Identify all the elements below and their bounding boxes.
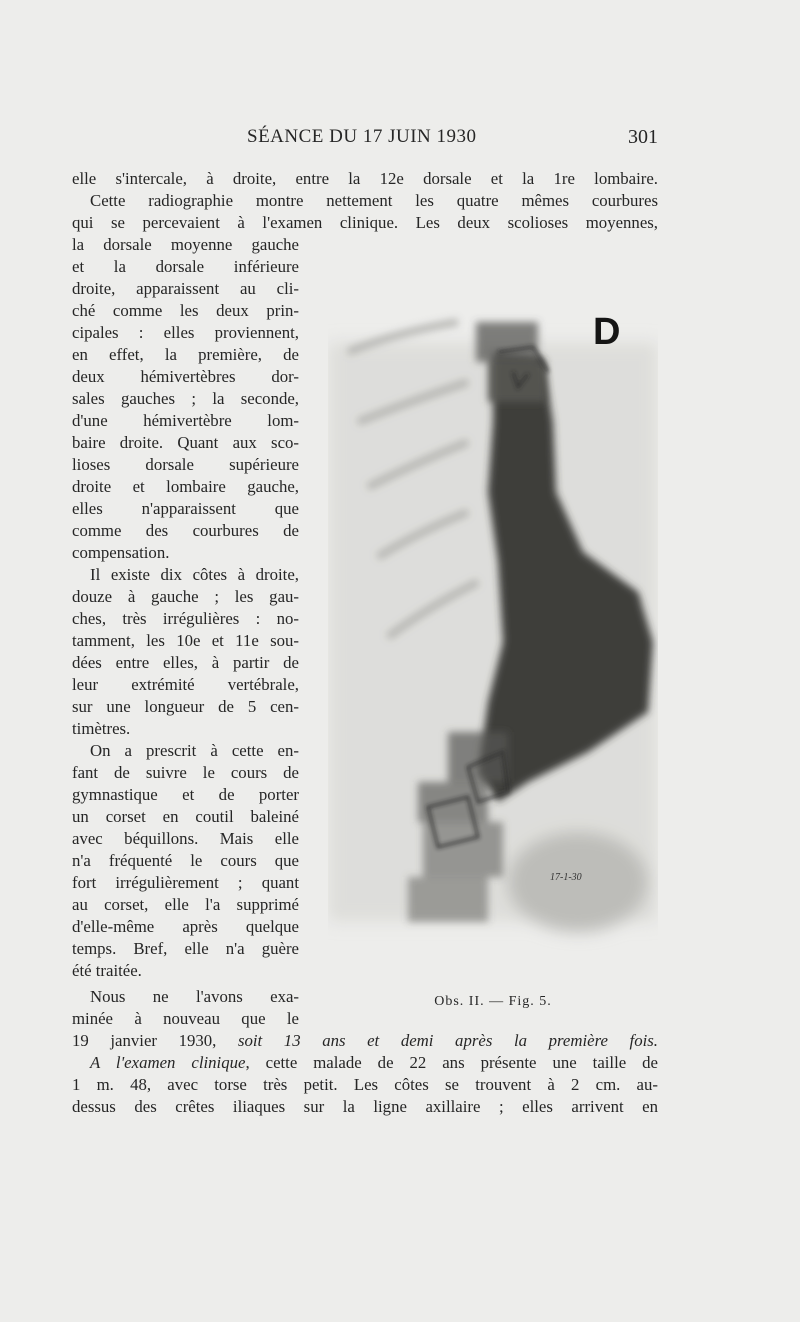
column-line: tamment, les 10e et 11e sou- [72,631,299,650]
date-text: 19 janvier 1930, [72,1031,238,1050]
running-title: SÉANCE DU 17 JUIN 1930 [247,126,477,147]
column-line: timètres. [72,719,131,738]
column-line: la dorsale moyenne gauche [72,235,299,254]
column-line: lioses dorsale supérieure [72,455,299,474]
column-line: ches, très irrégulières : no- [72,609,299,628]
radiograph-figure [328,262,658,974]
page-header [72,122,658,152]
side-marker: D [593,311,621,353]
text-line: Cette radiographie montre nettement les quatre mêmes courbures [90,191,658,210]
column-line: comme des courbures de [72,521,299,540]
text-line: elle s'intercale, à droite, entre la 12e dorsale et la 1re lombaire. [72,169,658,188]
text-line-mixed [72,1052,658,1074]
text-line-mixed [72,1030,658,1052]
column-line: en effet, la première, de [72,345,299,364]
text-line: 1 m. 48, avec torse très petit. Les côtes se trouvent à 2 cm. au- [72,1075,658,1094]
italic-text: soit 13 ans et demi après la première fois. [237,1031,658,1050]
column-line: et la dorsale inférieure [72,257,299,276]
page-number: 301 [628,126,658,148]
column-line: dées entre elles, à partir de [72,653,299,672]
column-line: fant de suivre le cours de [72,763,299,782]
column-line: n'a fréquenté le cours que [72,851,299,870]
column-line: leur extrémité vertébrale, [72,675,299,694]
column-line: Il existe dix côtes à droite, [90,565,299,584]
column-line: fort irrégulièrement ; quant [72,873,299,892]
column-line: temps. Bref, elle n'a guère [72,939,299,958]
column-line: douze à gauche ; les gau- [72,587,299,606]
column-line: un corset en coutil baleiné [72,807,299,826]
column-line: Nous ne l'avons exa- [90,987,299,1006]
roman-text: , cette malade de 22 ans présente une taille de [245,1053,659,1072]
column-line: avec béquillons. Mais elle [72,829,299,848]
column-line: sales gauches ; la seconde, [72,389,299,408]
column-line: baire droite. Quant aux sco- [72,433,299,452]
figure-caption: Obs. II. — Fig. 5. [434,994,552,1009]
xray-image [328,262,658,974]
column-line: droite et lombaire gauche, [72,477,299,496]
film-date-note: 17-1-30 [550,872,582,883]
column-line: gymnastique et de porter [72,785,299,804]
column-line: été traitée. [72,961,142,980]
column-line: elles n'apparaissent que [72,499,299,518]
column-line: d'une hémivertèbre lom- [72,411,299,430]
column-line: deux hémivertèbres dor- [72,367,299,386]
column-line: cipales : elles proviennent, [72,323,299,342]
italic-text: A l'examen clinique [90,1053,246,1072]
column-line: On a prescrit à cette en- [90,741,299,760]
column-line: au corset, elle l'a supprimé [72,895,299,914]
column-line: droite, apparaissent au cli- [72,279,299,298]
column-line: minée à nouveau que le [72,1009,299,1028]
text-line: dessus des crêtes iliaques sur la ligne axillaire ; elles arrivent en [72,1097,658,1116]
column-line: ché comme les deux prin- [72,301,299,320]
column-line: d'elle-même après quelque [72,917,299,936]
column-line: sur une longueur de 5 cen- [72,697,299,716]
column-line: compensation. [72,543,170,562]
text-line: qui se percevaient à l'examen clinique. Les deux scolioses moyennes, [72,213,658,232]
